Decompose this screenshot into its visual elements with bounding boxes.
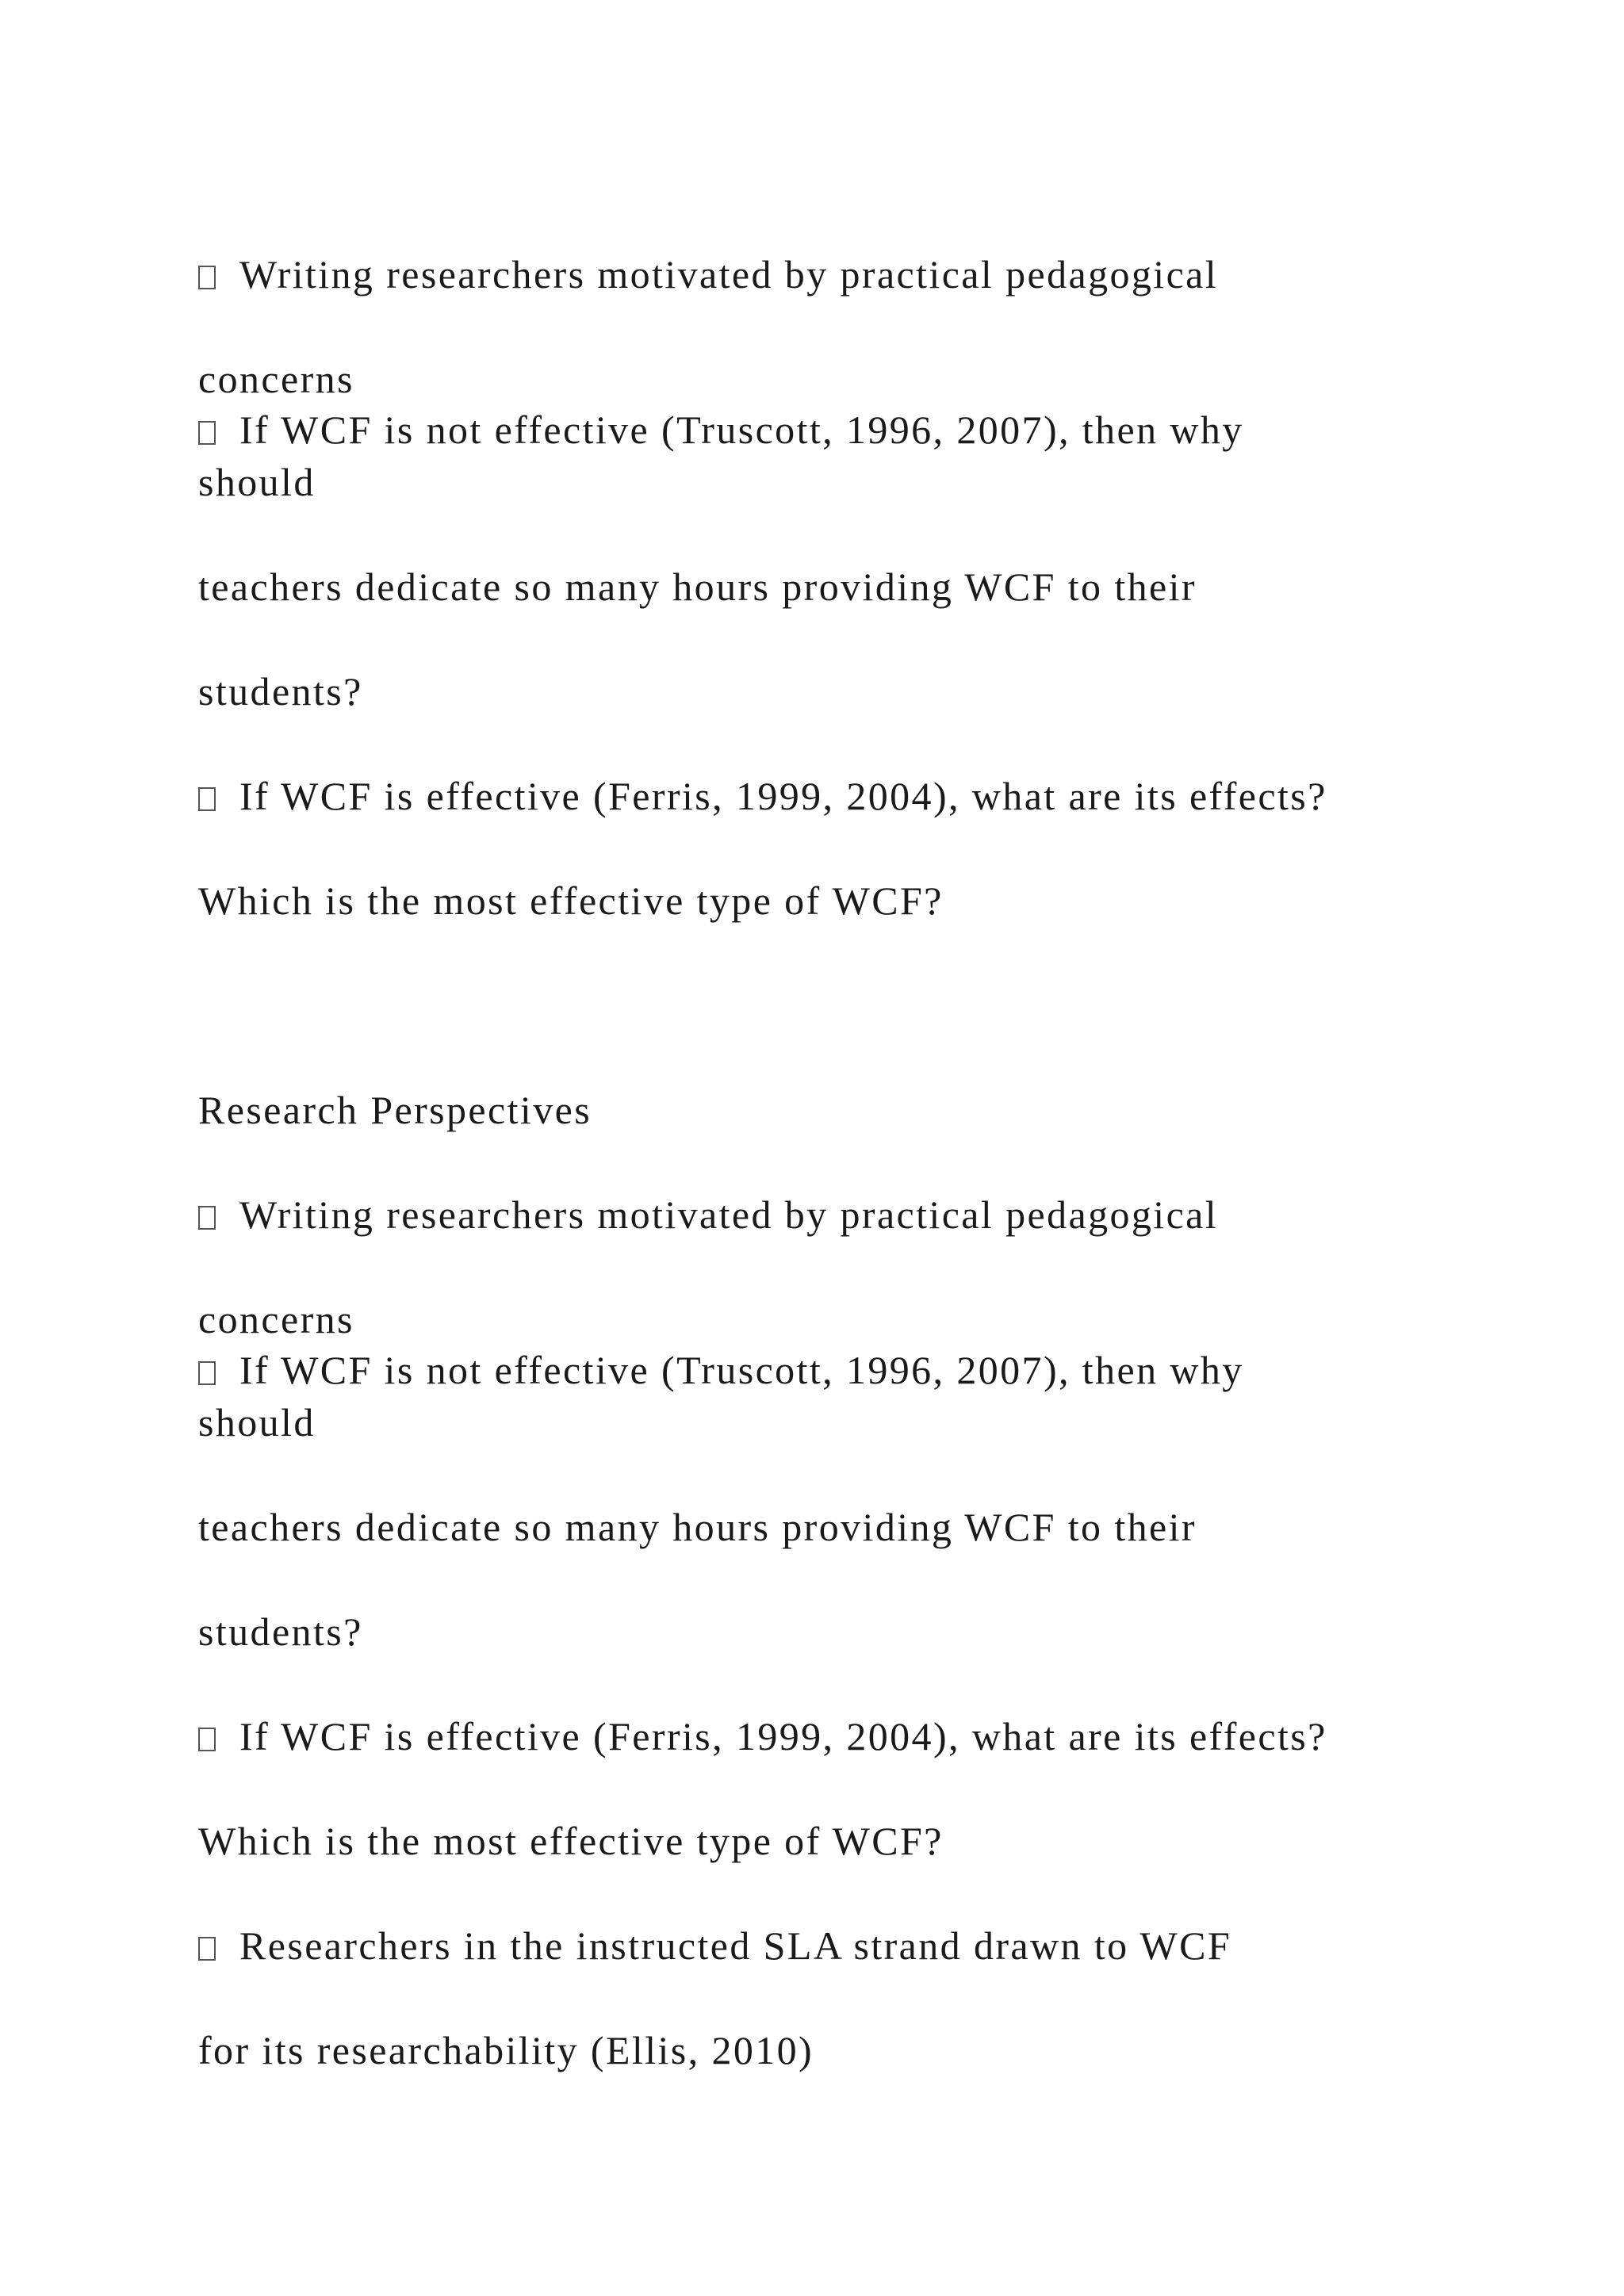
bullet-line (198, 1712, 1327, 1760)
continuation-line: teachers dedicate so many hours providing WCF to their (198, 1505, 1197, 1549)
bullet-box-icon (198, 1206, 216, 1230)
continuation-line: students? (198, 669, 363, 714)
bullet-text: Researchers in the instructed SLA strand drawn to WCF (239, 1923, 1232, 1968)
bullet-line (198, 1922, 1231, 1969)
bullet-line (198, 406, 1244, 453)
bullet-text: Writing researchers motivated by practical pedagogical (239, 1192, 1219, 1237)
bullet-box-icon (198, 787, 216, 811)
continuation-line: concerns (198, 1297, 354, 1341)
bullet-text: Writing researchers motivated by practical pedagogical (239, 252, 1219, 297)
bullet-line (198, 1191, 1218, 1238)
bullet-box-icon (198, 1728, 216, 1751)
continuation-line: should (198, 460, 316, 504)
bullet-line (198, 1346, 1244, 1394)
continuation-line: Which is the most effective type of WCF? (198, 1819, 944, 1863)
bullet-box-icon (198, 266, 216, 289)
bullet-box-icon (198, 1937, 216, 1961)
bullet-box-icon (198, 421, 216, 445)
continuation-line: teachers dedicate so many hours providing WCF to their (198, 564, 1197, 609)
bullet-text: If WCF is not effective (Truscott, 1996, 2007), then why (239, 408, 1244, 452)
continuation-line: students? (198, 1609, 363, 1654)
bullet-box-icon (198, 1361, 216, 1385)
bullet-text: If WCF is effective (Ferris, 1999, 2004), what are its effects? (239, 1714, 1327, 1758)
section-heading: Research Perspectives (198, 1088, 592, 1132)
bullet-text: If WCF is effective (Ferris, 1999, 2004), what are its effects? (239, 774, 1327, 818)
continuation-line: for its researchability (Ellis, 2010) (198, 2028, 814, 2072)
continuation-line: concerns (198, 357, 354, 401)
continuation-line: should (198, 1400, 316, 1445)
bullet-text: If WCF is not effective (Truscott, 1996, 2007), then why (239, 1348, 1244, 1392)
bullet-line (198, 772, 1327, 820)
continuation-line: Which is the most effective type of WCF? (198, 878, 944, 923)
bullet-line (198, 251, 1218, 298)
